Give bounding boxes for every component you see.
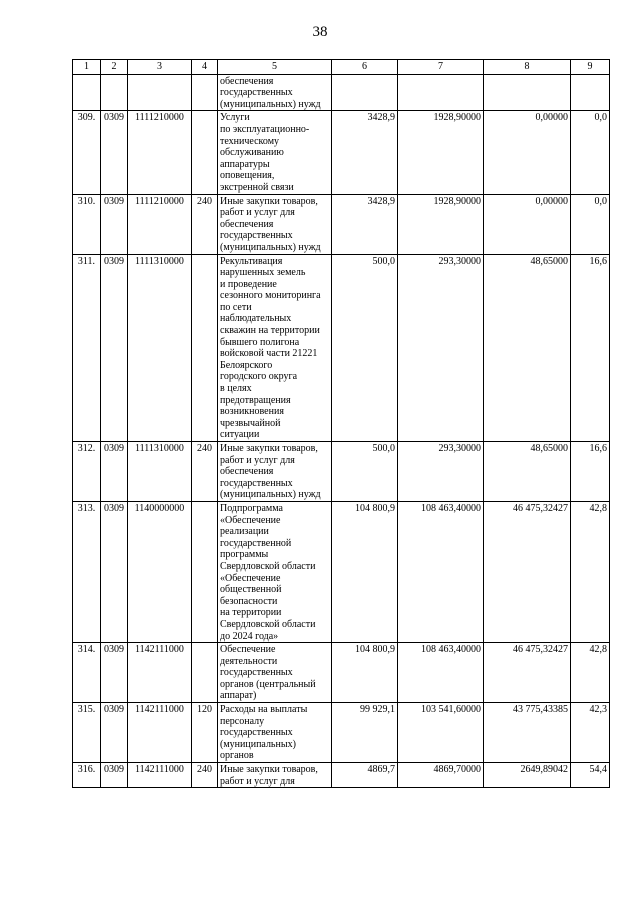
plan-amount: 4869,7 xyxy=(332,763,398,788)
approved-amount: 293,30000 xyxy=(398,254,484,442)
column-header: 6 xyxy=(332,60,398,75)
plan-amount: 500,0 xyxy=(332,442,398,502)
row-number: 315. xyxy=(73,703,101,763)
section-code: 0309 xyxy=(101,643,128,703)
item-name: Расходы на выплаты персоналу государственных (муниципальных) органов xyxy=(218,703,332,763)
executed-amount: 0,00000 xyxy=(484,111,571,194)
expense-type-code xyxy=(192,254,218,442)
column-header: 1 xyxy=(73,60,101,75)
target-article-code: 1111310000 xyxy=(128,254,192,442)
executed-amount: 43 775,43385 xyxy=(484,703,571,763)
target-article-code: 1140000000 xyxy=(128,501,192,642)
item-name: обеспечения государственных (муниципальных) нужд xyxy=(218,74,332,111)
column-header: 7 xyxy=(398,60,484,75)
execution-percent: 0,0 xyxy=(571,194,610,254)
execution-percent: 16,6 xyxy=(571,442,610,502)
plan-amount: 104 800,9 xyxy=(332,501,398,642)
header-row xyxy=(73,60,610,75)
item-name: Подпрограмма «Обеспечение реализации государственной программы Свердловской области «Обеспечение общественной безопасности на территории Свердловской области до 2024 года» xyxy=(218,501,332,642)
section-code: 0309 xyxy=(101,111,128,194)
item-name: Иные закупки товаров, работ и услуг для xyxy=(218,763,332,788)
target-article-code: 1111210000 xyxy=(128,194,192,254)
column-header: 5 xyxy=(218,60,332,75)
item-name: Иные закупки товаров, работ и услуг для обеспечения государственных (муниципальных) нужд xyxy=(218,194,332,254)
execution-percent: 16,6 xyxy=(571,254,610,442)
executed-amount: 48,65000 xyxy=(484,254,571,442)
row-number: 311. xyxy=(73,254,101,442)
table-body xyxy=(73,74,610,788)
expense-type-code xyxy=(192,643,218,703)
section-code: 0309 xyxy=(101,703,128,763)
executed-amount: 2649,89042 xyxy=(484,763,571,788)
approved-amount: 108 463,40000 xyxy=(398,643,484,703)
row-number: 309. xyxy=(73,111,101,194)
row-number: 316. xyxy=(73,763,101,788)
section-code: 0309 xyxy=(101,194,128,254)
column-header: 3 xyxy=(128,60,192,75)
executed-amount: 46 475,32427 xyxy=(484,501,571,642)
column-header: 9 xyxy=(571,60,610,75)
expense-type-code: 120 xyxy=(192,703,218,763)
item-name: Рекультивация нарушенных земель и проведение сезонного мониторинга по сети наблюдательных скважин на территории бывшего полигона войсковой части 21221 Белоярского городского округа в целях предотвращения возникновения чрезвычайной ситуации xyxy=(218,254,332,442)
table-row xyxy=(73,703,610,763)
executed-amount xyxy=(484,74,571,111)
approved-amount: 4869,70000 xyxy=(398,763,484,788)
table-row xyxy=(73,763,610,788)
row-number: 312. xyxy=(73,442,101,502)
page-number: 38 xyxy=(312,24,328,40)
item-name: Обеспечение деятельности государственных органов (центральный аппарат) xyxy=(218,643,332,703)
column-header: 2 xyxy=(101,60,128,75)
approved-amount: 103 541,60000 xyxy=(398,703,484,763)
target-article-code: 1142111000 xyxy=(128,643,192,703)
item-name: Иные закупки товаров, работ и услуг для обеспечения государственных (муниципальных) нужд xyxy=(218,442,332,502)
executed-amount: 46 475,32427 xyxy=(484,643,571,703)
section-code xyxy=(101,74,128,111)
execution-percent: 0,0 xyxy=(571,111,610,194)
table-row xyxy=(73,254,610,442)
plan-amount: 3428,9 xyxy=(332,194,398,254)
expense-type-code xyxy=(192,501,218,642)
target-article-code xyxy=(128,74,192,111)
column-header: 4 xyxy=(192,60,218,75)
section-code: 0309 xyxy=(101,501,128,642)
execution-percent: 54,4 xyxy=(571,763,610,788)
table-row xyxy=(73,643,610,703)
table-row xyxy=(73,442,610,502)
row-number: 310. xyxy=(73,194,101,254)
execution-percent: 42,8 xyxy=(571,643,610,703)
approved-amount: 1928,90000 xyxy=(398,111,484,194)
row-number: 313. xyxy=(73,501,101,642)
target-article-code: 1111310000 xyxy=(128,442,192,502)
row-number: 314. xyxy=(73,643,101,703)
approved-amount: 108 463,40000 xyxy=(398,501,484,642)
section-code: 0309 xyxy=(101,254,128,442)
execution-percent: 42,3 xyxy=(571,703,610,763)
section-code: 0309 xyxy=(101,442,128,502)
executed-amount: 0,00000 xyxy=(484,194,571,254)
column-header: 8 xyxy=(484,60,571,75)
execution-percent xyxy=(571,74,610,111)
plan-amount: 3428,9 xyxy=(332,111,398,194)
target-article-code: 1142111000 xyxy=(128,763,192,788)
item-name: Услуги по эксплуатационно- техническому обслуживанию аппаратуры оповещения, экстренной связи xyxy=(218,111,332,194)
expense-type-code: 240 xyxy=(192,442,218,502)
expense-type-code xyxy=(192,74,218,111)
expense-type-code: 240 xyxy=(192,763,218,788)
execution-percent: 42,8 xyxy=(571,501,610,642)
target-article-code: 1142111000 xyxy=(128,703,192,763)
budget-table xyxy=(72,59,610,788)
plan-amount: 99 929,1 xyxy=(332,703,398,763)
table-row xyxy=(73,111,610,194)
target-article-code: 1111210000 xyxy=(128,111,192,194)
approved-amount xyxy=(398,74,484,111)
row-number xyxy=(73,74,101,111)
executed-amount: 48,65000 xyxy=(484,442,571,502)
table-row xyxy=(73,194,610,254)
approved-amount: 1928,90000 xyxy=(398,194,484,254)
table-row xyxy=(73,74,610,111)
table-row xyxy=(73,501,610,642)
plan-amount: 500,0 xyxy=(332,254,398,442)
plan-amount xyxy=(332,74,398,111)
section-code: 0309 xyxy=(101,763,128,788)
plan-amount: 104 800,9 xyxy=(332,643,398,703)
expense-type-code xyxy=(192,111,218,194)
expense-type-code: 240 xyxy=(192,194,218,254)
approved-amount: 293,30000 xyxy=(398,442,484,502)
